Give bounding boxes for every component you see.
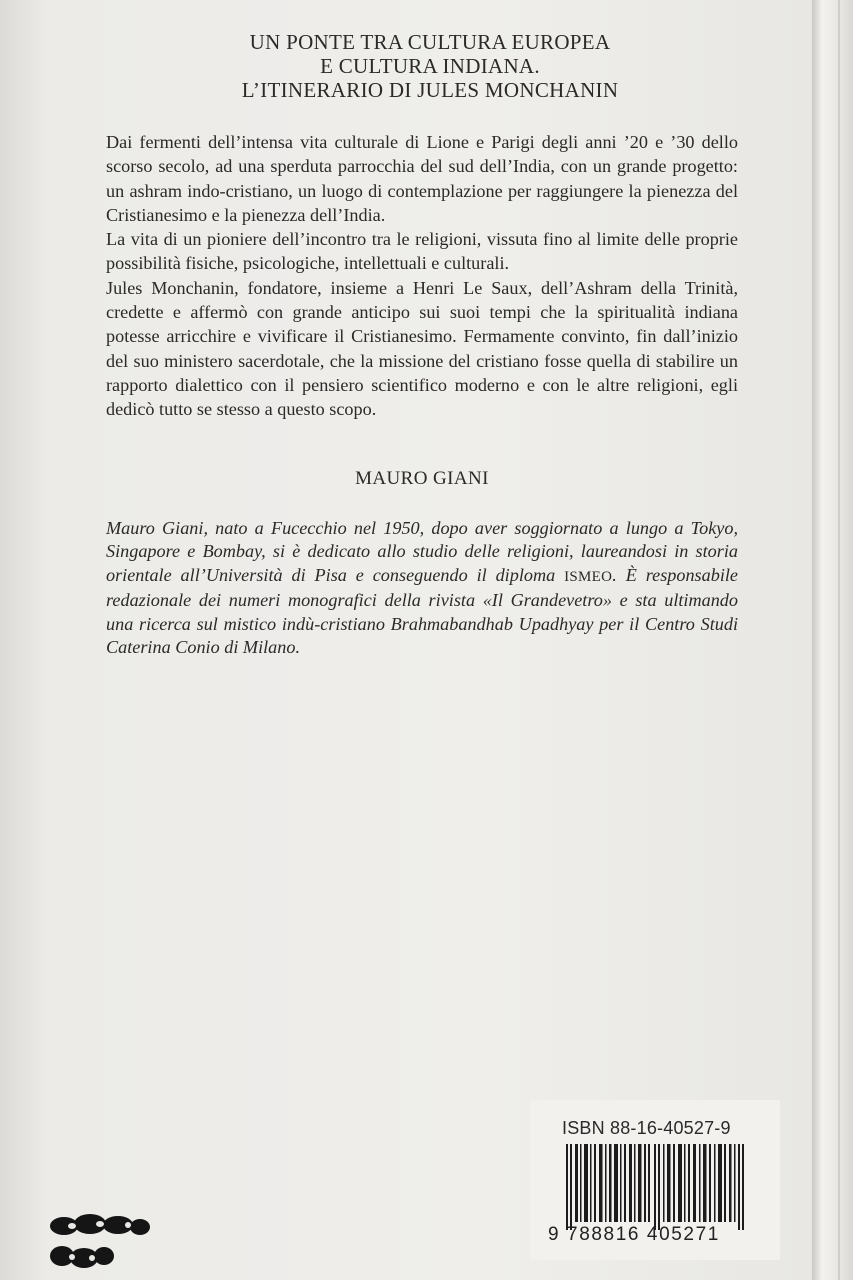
author-bio-paragraph (106, 517, 738, 659)
bio-institute: ISMEO (564, 568, 613, 585)
bio-part-2: . È responsabile redazionale dei numeri monografici della rivista «Il Grandevetro» e sta ultimando una ricerca sul mistico indù-cristiano Brahmabandhab Upadhyay per il Centro Studi Caterina Conio di Milano. (106, 564, 739, 658)
publisher-logo-icon (44, 1212, 152, 1272)
barcode-digits: 9 788816 405271 (548, 1224, 720, 1245)
author-name: MAURO GIANI (355, 468, 489, 489)
bio-part-1: Mauro Giani, nato a Fucecchio nel 1950, dopo aver soggiornato a lungo a Tokyo, Singapore e Bombay, si è dedicato allo studio delle religioni, laureandosi in storia orientale all’Università di Pisa e conseguendo il diploma (106, 518, 738, 585)
author-bio (106, 517, 738, 659)
title-line-1: UN PONTE TRA CULTURA EUROPEA (249, 30, 611, 54)
blurb (106, 130, 738, 422)
blurb-paragraph-2: La vita di un pioniere dell’incontro tra le religioni, vissuta fino al limite delle proprie possibilità fisiche, psicologiche, intellettuali e culturali. (106, 229, 738, 274)
page-edge-line (838, 0, 840, 1280)
isbn-label: ISBN 88-16-40527-9 (562, 1118, 731, 1138)
barcode-icon (566, 1144, 748, 1230)
book-title (120, 30, 740, 102)
title-line-2: E CULTURA INDIANA. (320, 54, 540, 78)
blurb-paragraph-1: Dai fermenti dell’intensa vita culturale di Lione e Parigi degli anni ’20 e ’30 dello scorso secolo, ad una sperduta parrocchia del sud dell’India, con un grande progetto: un ashram indo-cristiano, un luogo di contemplazione per raggiungere la pienezza del Cristianesimo e la pienezza dell’India. (106, 132, 738, 225)
blurb-paragraph-3: Jules Monchanin, fondatore, insieme a Henri Le Saux, dell’Ashram della Trinità, credette e affermò con grande anticipo sui suoi tempi che la spiritualità indiana potesse arricchire e vivificare il Cristianesimo. Fermamente convinto, fin dall’inizio del suo ministero sacerdotale, che la missione del cristiano fosse quella di stabilire un rapporto dialettico con il pensiero scientifico moderno e con le altre religioni, egli dedicò tutto se stesso a questo scopo. (106, 277, 738, 420)
page-edge (812, 0, 853, 1280)
title-line-3: L’ITINERARIO DI JULES MONCHANIN (241, 78, 619, 102)
